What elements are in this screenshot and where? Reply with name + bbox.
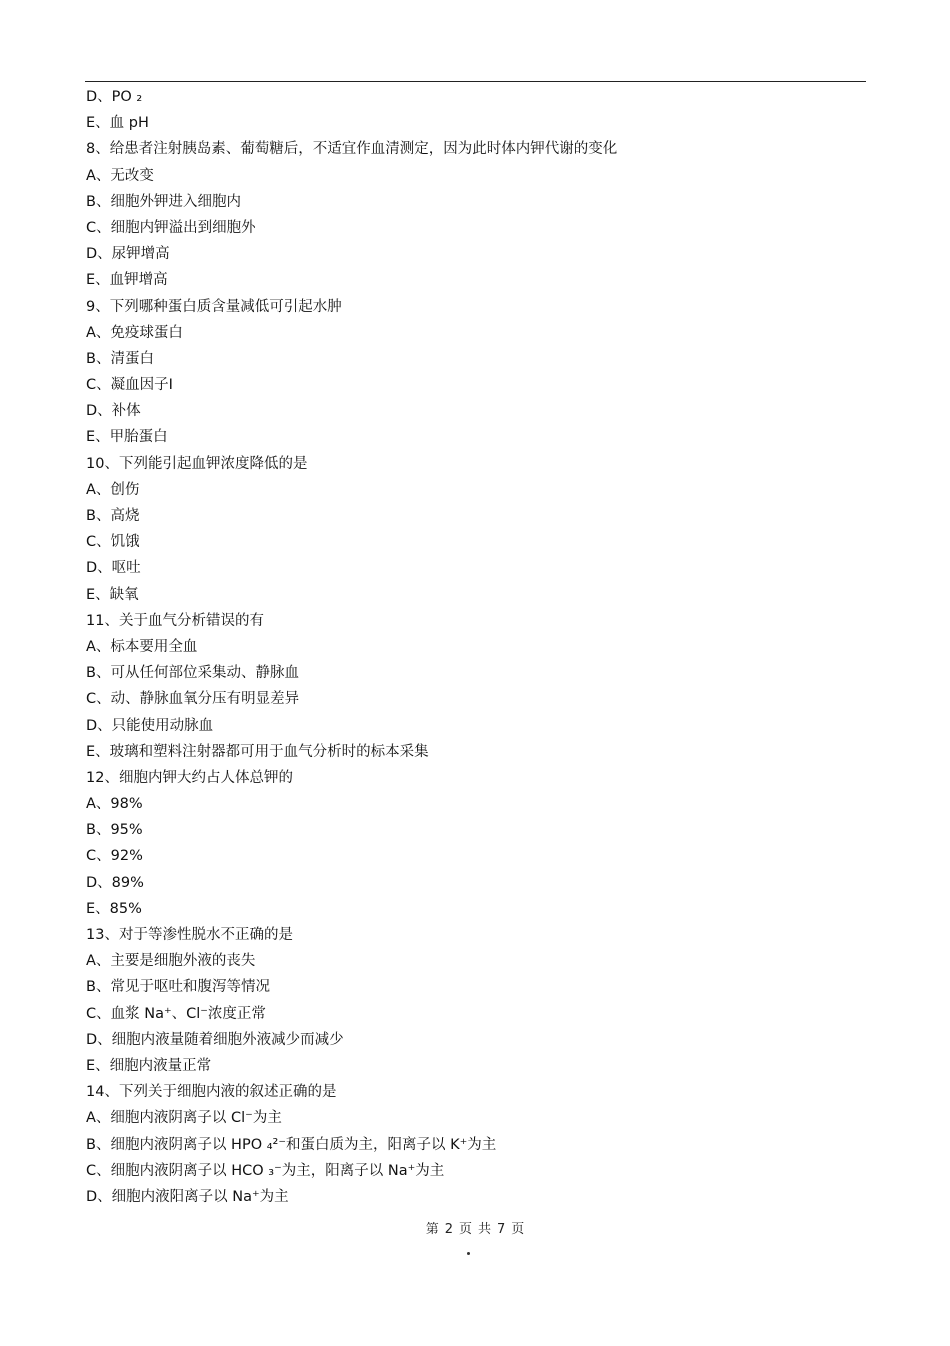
page-footer	[0, 1220, 950, 1240]
option-d-q11: D、只能使用动脉血	[86, 717, 214, 734]
footer-total-pages: 7	[497, 1222, 506, 1237]
option-c-q9: C、凝血因子Ⅰ	[86, 377, 173, 394]
question-13: 13、对于等渗性脱水不正确的是	[86, 927, 293, 943]
option-c-q12: C、92%	[86, 848, 143, 865]
option-d-q13: D、细胞内液量随着细胞外液减少而减少	[86, 1031, 344, 1048]
option-e-q13: E、细胞内液量正常	[86, 1057, 212, 1074]
option-b-q12: B、95%	[86, 822, 143, 839]
option-d-q9: D、补体	[86, 403, 141, 420]
option-a-q9: A、免疫球蛋白	[86, 324, 183, 341]
footer-di: 第	[425, 1222, 439, 1237]
option-e-q11: E、玻璃和塑料注射器都可用于血气分析时的标本采集	[86, 743, 429, 760]
question-12: 12、细胞内钾大约占人体总钾的	[86, 769, 293, 786]
option-a-q8: A、无改变	[86, 167, 154, 184]
option-e-q7: E、血 pH	[86, 115, 149, 132]
option-d-q7: D、PO ₂	[86, 89, 143, 105]
option-b-q11: B、可从任何部位采集动、静脉血	[86, 665, 299, 682]
option-e-q10: E、缺氧	[86, 586, 139, 603]
footer-ye: 页	[458, 1222, 472, 1237]
option-a-q13: A、主要是细胞外液的丧失	[86, 953, 256, 970]
option-b-q9: B、清蛋白	[86, 350, 154, 367]
option-e-q9: E、甲胎蛋白	[86, 429, 168, 446]
option-c-q8: C、细胞内钾溢出到细胞外	[86, 219, 256, 236]
question-8: 8、给患者注射胰岛素、葡萄糖后，不适宜作血清测定，因为此时体内钾代谢的变化	[86, 141, 618, 158]
option-e-q8: E、血钾增高	[86, 272, 168, 289]
option-d-q8: D、尿钾增高	[86, 246, 170, 263]
footer-gong: 共	[478, 1222, 492, 1237]
option-a-q14: A、细胞内液阴离子以 Cl⁻为主	[86, 1110, 282, 1127]
option-d-q14: D、细胞内液阳离子以 Na⁺为主	[86, 1188, 289, 1205]
question-list	[86, 84, 876, 1210]
question-10: 10、下列能引起血钾浓度降低的是	[86, 455, 308, 472]
option-b-q14: B、细胞内液阴离子以 HPO ₄²⁻和蛋白质为主，阳离子以 K⁺为主	[86, 1136, 497, 1153]
footer-dot	[467, 1252, 470, 1255]
option-a-q11: A、标本要用全血	[86, 638, 198, 655]
header-rule	[85, 81, 866, 82]
option-b-q13: B、常见于呕吐和腹泻等情况	[86, 979, 270, 996]
option-d-q12: D、89%	[86, 874, 144, 891]
question-9: 9、下列哪种蛋白质含量减低可引起水肿	[86, 298, 342, 315]
option-a-q12: A、98%	[86, 796, 143, 813]
footer-page-number: 2	[444, 1222, 453, 1237]
option-c-q13: C、血浆 Na⁺、Cl⁻浓度正常	[86, 1005, 266, 1022]
question-11: 11、关于血气分析错误的有	[86, 612, 264, 629]
option-c-q11: C、动、静脉血氧分压有明显差异	[86, 691, 300, 708]
option-c-q10: C、饥饿	[86, 534, 140, 551]
option-d-q10: D、呕吐	[86, 560, 141, 577]
option-c-q14: C、细胞内液阴离子以 HCO ₃⁻为主，阳离子以 Na⁺为主	[86, 1162, 445, 1179]
option-e-q12: E、85%	[86, 900, 142, 917]
option-b-q8: B、细胞外钾进入细胞内	[86, 193, 241, 210]
option-b-q10: B、高烧	[86, 508, 140, 524]
footer-ye-end: 页	[511, 1222, 525, 1237]
question-14: 14、下列关于细胞内液的叙述正确的是	[86, 1084, 337, 1101]
option-a-q10: A、创伤	[86, 481, 140, 498]
